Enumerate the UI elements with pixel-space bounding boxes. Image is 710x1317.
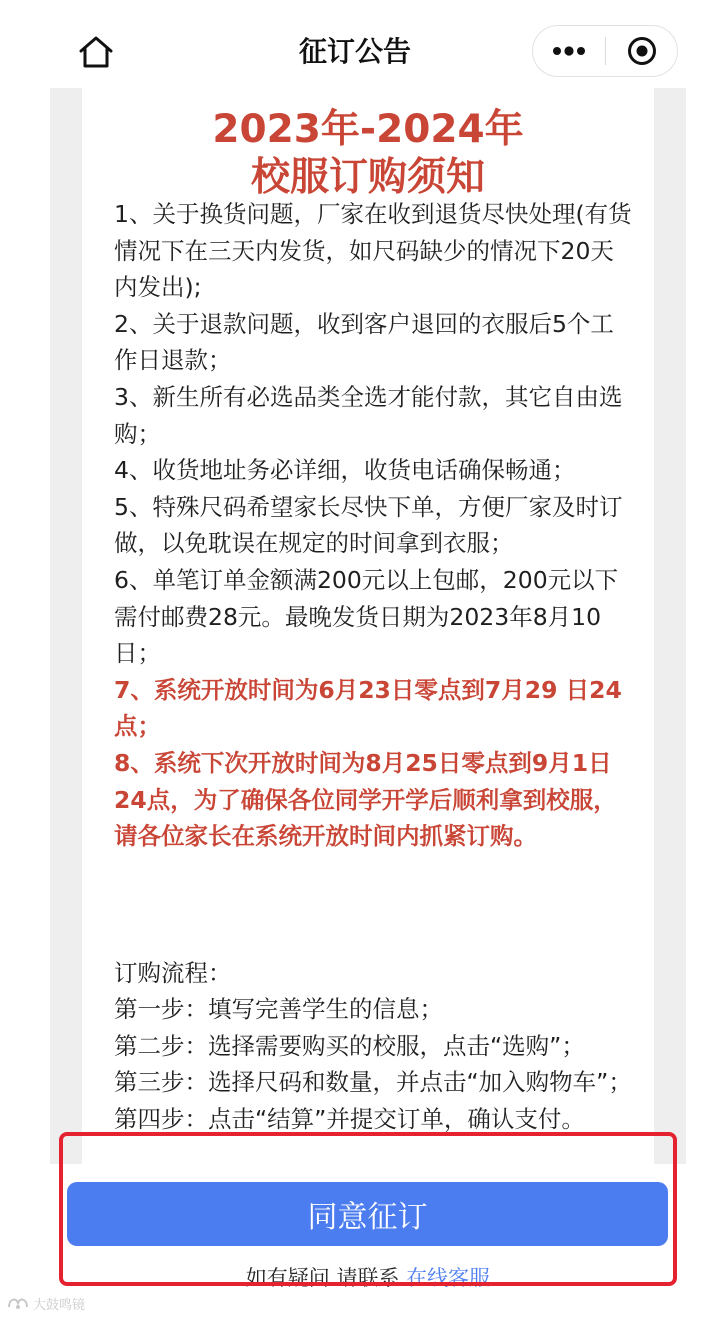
close-button[interactable] bbox=[606, 26, 677, 76]
agree-subscribe-button[interactable]: 同意征订 bbox=[67, 1182, 668, 1246]
notice-item-8: 8、系统下次开放时间为8月25日零点到9月1日24点，为了确保各位同学开学后顺利拿到校服，请各位家长在系统开放时间内抓紧订购。 bbox=[114, 748, 617, 851]
online-service-link[interactable]: 在线客服 bbox=[406, 1266, 491, 1290]
home-icon bbox=[78, 35, 114, 69]
process-heading: 订购流程： bbox=[114, 958, 232, 987]
notice-title-line2: 校服订购须知 bbox=[250, 155, 485, 200]
notice-item-4: 4、收货地址务必详细，收货电话确保畅通； bbox=[114, 456, 576, 485]
more-dots-icon bbox=[552, 46, 586, 56]
nav-bar bbox=[0, 0, 710, 96]
watermark-text: 大鼓鸣镜 bbox=[33, 1297, 86, 1313]
target-close-icon bbox=[626, 35, 658, 67]
watermark-logo-icon bbox=[6, 1295, 30, 1311]
bottom-action-bar bbox=[50, 1164, 686, 1294]
mini-program-capsule bbox=[532, 25, 678, 77]
notice-item-7: 7、系统开放时间为6月23日零点到7月29 日24点； bbox=[114, 675, 622, 741]
process-step-2: 第二步：选择需要购买的校服，点击“选购”； bbox=[114, 1031, 585, 1060]
notice-item-5: 5、特殊尺码希望家长尽快下单，方便厂家及时订做，以免耽误在规定的时间拿到衣服； bbox=[114, 492, 623, 558]
content-area[interactable] bbox=[50, 88, 686, 1268]
process-step-1: 第一步：填写完善学生的信息； bbox=[114, 995, 443, 1024]
notice-item-2: 2、关于退款问题，收到客户退回的衣服后5个工作日退款； bbox=[114, 309, 614, 375]
notice-card bbox=[82, 88, 654, 1168]
process-step-4: 第四步：点击“结算”并提交订单，确认支付。 bbox=[114, 1105, 585, 1134]
notice-body bbox=[114, 196, 634, 1138]
home-button[interactable] bbox=[70, 28, 122, 76]
more-button[interactable] bbox=[533, 26, 605, 76]
contact-line bbox=[50, 1258, 686, 1292]
watermark bbox=[6, 1292, 106, 1314]
process-step-3: 第三步：选择尺码和数量，并点击“加入购物车”； bbox=[114, 1068, 632, 1097]
section-spacer bbox=[114, 855, 634, 955]
notice-title bbox=[82, 106, 654, 202]
notice-title-line1: 2023年-2024年 bbox=[212, 107, 524, 152]
notice-item-1: 1、关于换货问题，厂家在收到退货尽快处理(有货情况下在三天内发货，如尺码缺少的情况下20天内发出); bbox=[114, 200, 632, 302]
contact-prefix: 如有疑问 请联系 bbox=[245, 1266, 400, 1290]
page-title: 征订公告 bbox=[298, 35, 411, 68]
notice-item-6: 6、单笔订单金额满200元以上包邮，200元以下需付邮费28元。最晚发货日期为2023年8月10日； bbox=[114, 565, 619, 668]
notice-item-3: 3、新生所有必选品类全选才能付款，其它自由选购； bbox=[114, 382, 623, 448]
